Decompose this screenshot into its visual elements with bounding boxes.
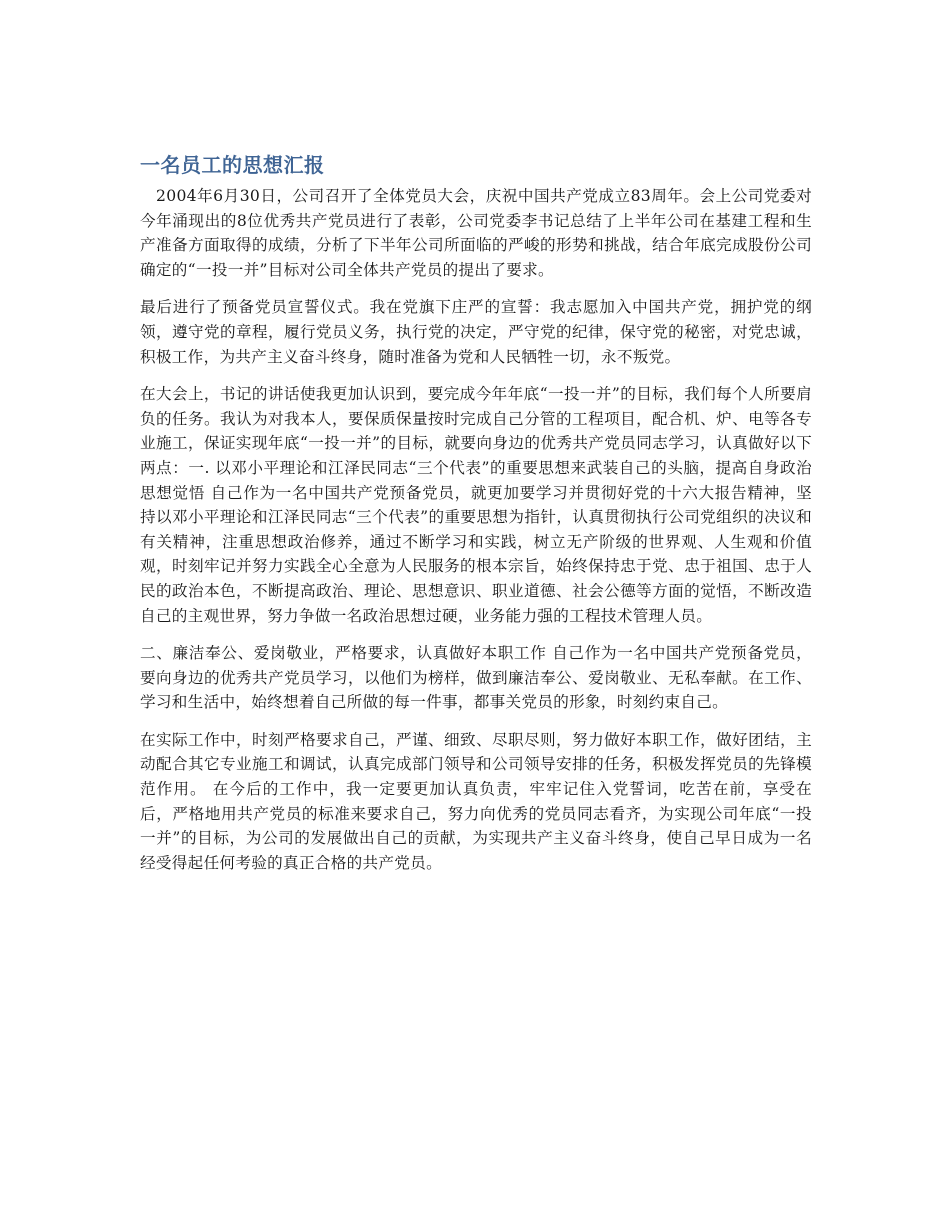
paragraph-speech-reflection: 在大会上，书记的讲话使我更加认识到，要完成今年年底“一投一并”的目标，我们每个人所要肩负的任务。我认为对我本人，要保质保量按时完成自己分管的工程项目，配合机、炉、电等各专业施工，保证实现年底“一投一并”的目标，就要向身边的优秀共产党员同志学习，认真做好以下两点：一. 以邓小平理论和江泽民同志“三个代表”的重要思想来武装自己的头脑，提高自身政治思想觉悟 自己作为一名中国共产党预备党员，就更加要学习并贯彻好党的十六大报告精神，坚持以邓小平理论和江泽民同志“三个代表”的重要思想为指针，认真贯彻执行公司党组织的决议和有关精神，注重思想政治修养，通过不断学习和实践，树立无产阶级的世界观、人生观和价值观，时刻牢记并努力实践全心全意为人民服务的根本宗旨，始终保持忠于党、忠于祖国、忠于人民的政治本色，不断提高政治、理论、思想意识、职业道德、社会公德等方面的觉悟，不断改造自己的主观世界，努力争做一名政治思想过硬，业务能力强的工程技术管理人员。: [140, 385, 812, 625]
document-body: [140, 150, 812, 888]
paragraph-oath-ceremony: 最后进行了预备党员宣誓仪式。我在党旗下庄严的宣誓：我志愿加入中国共产党，拥护党的纲领，遵守党的章程，履行党员义务，执行党的决定，严守党的纪律，保守党的秘密，对党忠诚，积极工作，为共产主义奋斗终身，随时准备为党和人民牺牲一切，永不叛党。: [140, 298, 812, 366]
paragraph-practical-work: 在实际工作中，时刻严格要求自己，严谨、细致、尽职尽则，努力做好本职工作，做好团结，主动配合其它专业施工和调试，认真完成部门领导和公司领导安排的任务，积极发挥党员的先锋模范作用。 在今后的工作中，我一定要更加认真负责，牢牢记住入党誓词，吃苦在前，享受在后，严格地用共产党员的标准来要求自己，努力向优秀的党员同志看齐，为实现公司年底“一投一并”的目标，为公司的发展做出自己的贡献，为实现共产主义奋斗终身，使自己早日成为一名经受得起任何考验的真正合格的共产党员。: [140, 730, 812, 872]
paragraph-party-meeting: 2004年6月30日，公司召开了全体党员大会，庆祝中国共产党成立83周年。会上公司党委对今年涌现出的8位优秀共产党员进行了表彰，公司党委李书记总结了上半年公司在基建工程和生产准备方面取得的成绩，分析了下半年公司所面临的严峻的形势和挑战，结合年底完成股份公司确定的“一投一并”目标对公司全体共产党员的提出了要求。: [140, 187, 812, 279]
paragraph-integrity-duty: 二、廉洁奉公、爱岗敬业，严格要求，认真做好本职工作 自己作为一名中国共产党预备党员，要向身边的优秀共产党员学习，以他们为榜样，做到廉洁奉公、爱岗敬业、无私奉献。在工作、学习和生活中，始终想着自己所做的每一件事，都事关党员的形象，时刻约束自己。: [140, 644, 812, 712]
document-title: 一名员工的思想汇报: [140, 153, 325, 177]
